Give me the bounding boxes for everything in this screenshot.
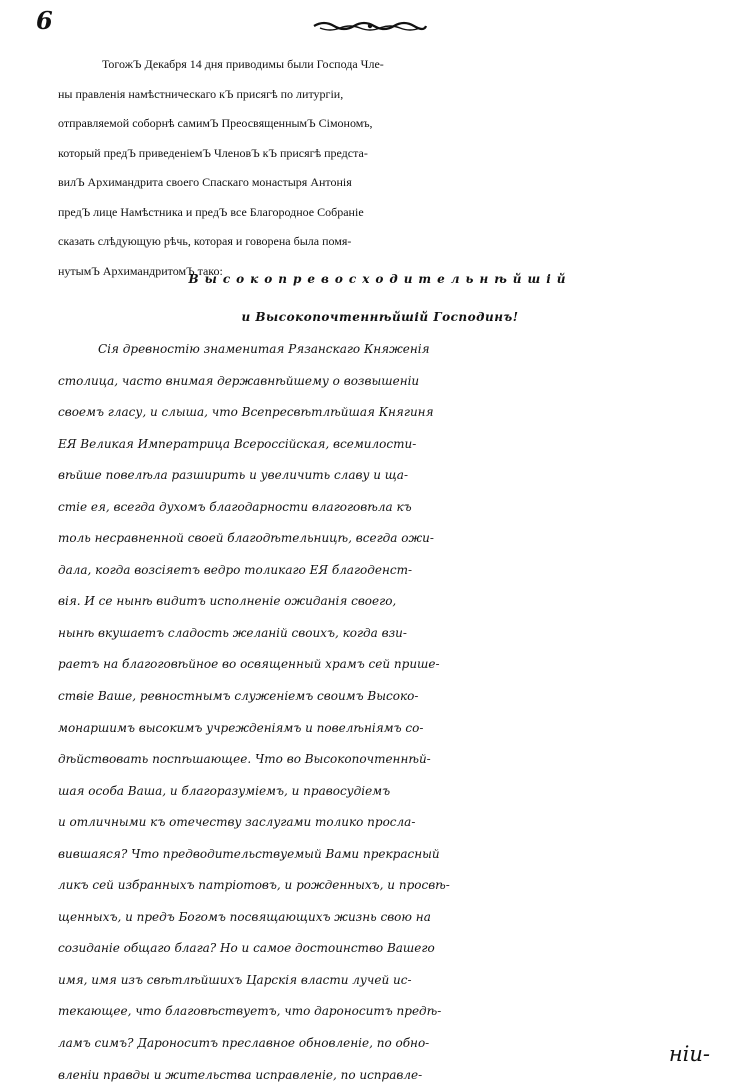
text-line: ТогожЪ Декабря 14 дня приводимы были Господа Чле- [102,57,384,71]
ornament-divider [310,18,430,34]
text-line: толь несравненной своей благодѣтельницѣ, всегда ожи- [58,531,434,546]
text-line: текающее, что благовѣствуетъ, что дароноситъ предѣ- [58,1004,442,1019]
text-line: нутымЪ АрхимандритомЪ тако: [58,263,223,278]
text-line: сказать слѣдующую рѣчь, которая и говорена была помя- [58,234,352,248]
speech-text [58,334,718,1091]
text-line: имя, имя изъ свѣтлѣйшихъ Царскія власти лучей ис- [58,972,412,987]
text-line: отправляемой соборнѣ самимЪ ПреосвященнымЪ Сімономъ, [58,116,373,130]
text-line: раетъ на благоговѣйное во освященный храмъ сей прише- [58,657,440,672]
text-line: Сія древностію знаменитая Рязанскаго Княженія [98,342,430,356]
text-line: вившаяся? Что предводительствуемый Вами прекрасный [58,846,440,861]
text-line: вія. И се нынѣ видитъ исполненіе ожиданія своего, [58,594,397,609]
text-line: вленіи правды и жительства исправленіе, по исправле- [58,1067,423,1082]
text-line: своемъ гласу, и слыша, что Всепресвѣтлѣйшая Княгиня [58,405,434,420]
text-line: вилЪ Архимандрита своего Спаскаго монастыря Антонія [58,175,352,189]
text-line: и отличными къ отечеству заслугами толико просла- [58,815,416,830]
text-line: ликъ сей избранныхъ патріотовъ, и рожденныхъ, и просвѣ- [58,878,450,893]
speech-heading [40,260,720,336]
text-line: ламъ симъ? Дароноситъ преславное обновленіе, по обно- [58,1036,430,1051]
catchword: ніи- [668,1042,710,1066]
text-line: нынѣ вкушаетъ сладость желаній своихъ, когда взи- [58,625,407,640]
heading-line: Высокопревосходительнѣйшій [188,272,572,286]
intro-paragraph [58,50,718,286]
text-line: ствіе Ваше, ревностнымъ служеніемъ своимъ Высоко- [58,689,419,704]
text-line: монаршимъ высокимъ учрежденіямъ и повелѣніямъ со- [58,720,424,735]
text-line: предЪ лице Намѣстника и предЪ все Благородное Собраніе [58,204,364,219]
text-line: который предЪ приведеніемЪ ЧленовЪ кЪ присягѣ предста- [58,145,368,160]
text-line: щенныхъ, и предъ Богомъ посвящающихъ жизнь свою на [58,909,431,924]
text-line: вѣйше повелѣла разширить и увеличить славу и ща- [58,468,408,483]
text-line: дала, когда возсіяетъ ведро толикаго ЕЯ благоденст- [58,562,413,577]
page-number: 6 [36,6,53,35]
text-line: стіе ея, всегда духомъ благодарности влагоговѣла къ [58,499,412,514]
heading-line: и Высокопочтеннѣйшій Господинъ! [241,310,519,324]
text-line: ны правленія намѣстническаго кЪ присягѣ по литургіи, [58,86,344,101]
text-line: дѣйствовать поспѣшающее. Что во Высокопочтеннѣй- [58,752,431,767]
text-line: ЕЯ Великая Императрица Всероссійская, всемилости- [58,436,417,451]
text-line: столица, часто внимая державнѣйшему о возвышеніи [58,373,420,388]
text-line: созиданіе общаго блага? Но и самое достоинство Вашего [58,941,435,956]
text-line: шая особа Ваша, и благоразуміемъ, и правосудіемъ [58,783,391,798]
